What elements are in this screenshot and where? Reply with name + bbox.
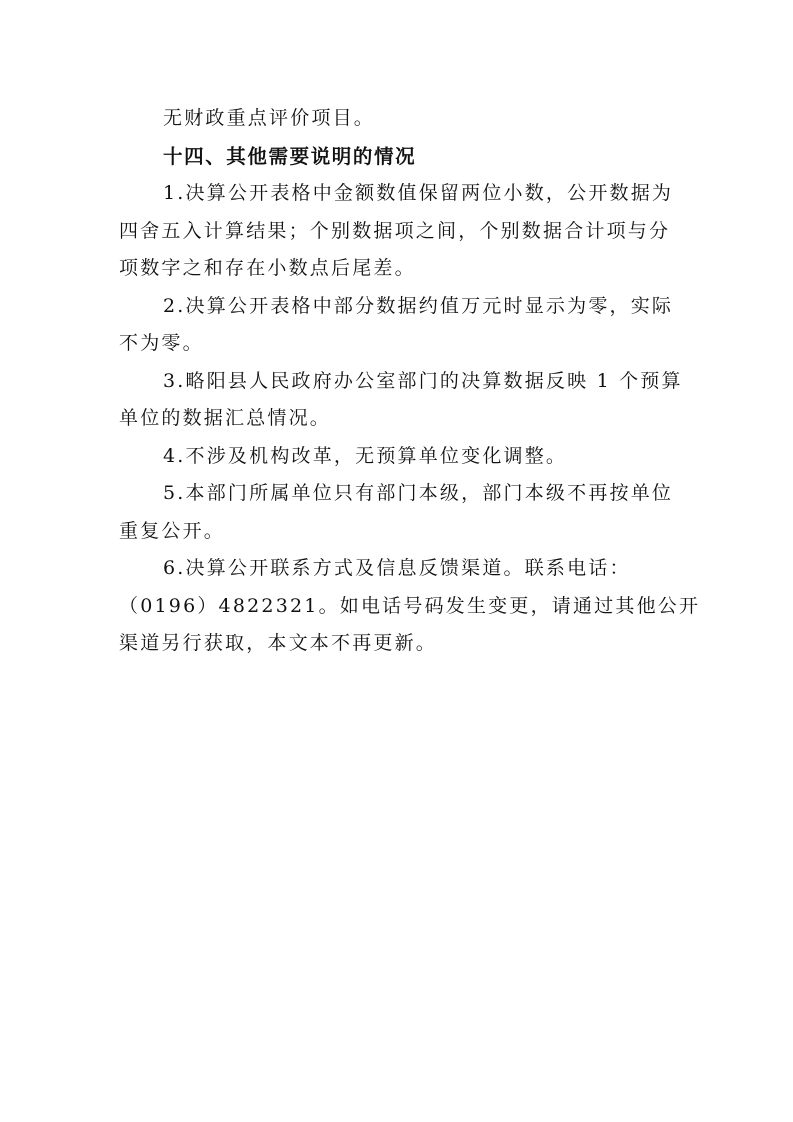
item-3-line-2: 单位的数据汇总情况。 [119, 407, 332, 429]
item-6-line-2: （0196）4822321。如电话号码发生变更，请通过其他公开 [119, 594, 701, 617]
section-heading-text: 十四、其他需要说明的情况 [163, 144, 417, 168]
intro-paragraph [119, 100, 677, 138]
item-2-line-2: 不为零。 [119, 332, 204, 354]
item-6-line-1: 6.决算公开联系方式及信息反馈渠道。联系电话： [163, 557, 631, 579]
item-3-line-1: 3.略阳县人民政府办公室部门的决算数据反映 1 个预算 [163, 369, 683, 392]
item-1-line-3: 项数字之和存在小数点后尾差。 [119, 257, 416, 279]
item-1-line-2: 四舍五入计算结果；个别数据项之间，个别数据合计项与分 [119, 219, 671, 242]
item-5-line-2: 重复公开。 [119, 519, 226, 542]
item-1-paragraph [119, 175, 677, 288]
item-4-line-1: 4.不涉及机构改革，无预算单位变化调整。 [163, 444, 568, 467]
item-6-line-3: 渠道另行获取，本文本不再更新。 [119, 632, 438, 654]
item-3-paragraph [119, 363, 683, 438]
item-1-line-1: 1.决算公开表格中金额数值保留两位小数，公开数据为 [163, 182, 674, 204]
item-2-paragraph [119, 288, 677, 363]
item-5-paragraph [119, 475, 677, 550]
document-body [119, 100, 701, 663]
item-6-paragraph [119, 550, 701, 663]
intro-line: 无财政重点评价项目。 [163, 107, 376, 129]
item-5-line-1: 5.本部门所属单位只有部门本级，部门本级不再按单位 [163, 482, 674, 504]
item-2-line-1: 2.决算公开表格中部分数据约值万元时显示为零，实际 [163, 294, 674, 317]
item-4-paragraph [119, 438, 677, 476]
section-heading [119, 138, 677, 176]
